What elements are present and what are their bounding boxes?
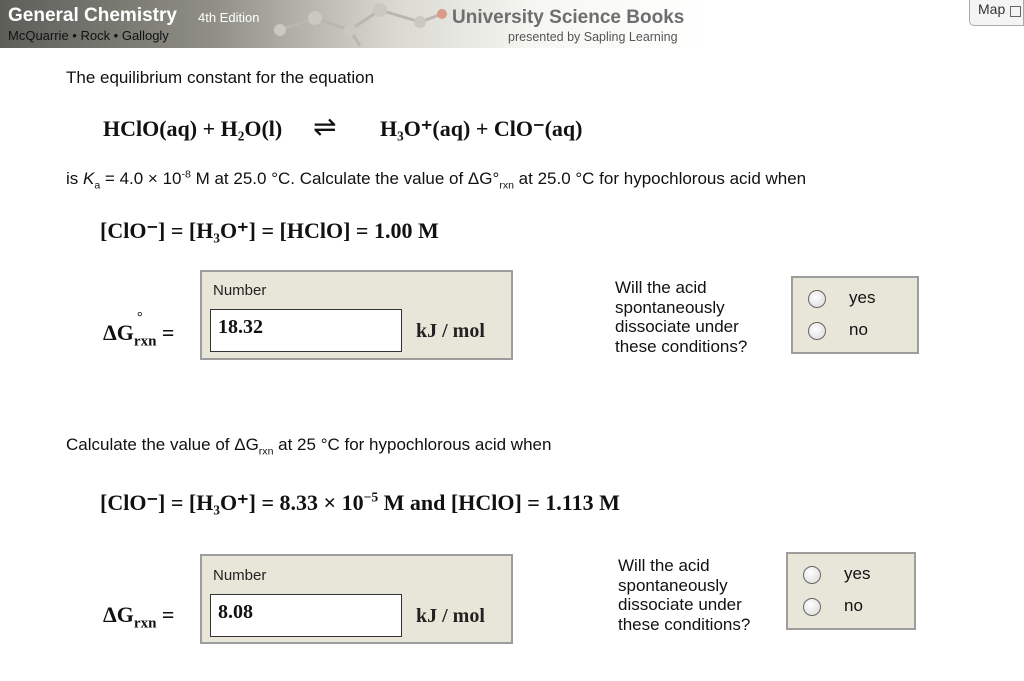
part2-radio-yes[interactable]	[803, 566, 821, 584]
part1-answer-panel	[200, 270, 513, 360]
equation-left: HClO(aq) + H₂O(l)	[103, 116, 283, 141]
part1-radio-yes[interactable]	[808, 290, 826, 308]
book-title: General Chemistry	[8, 5, 177, 26]
part1-answer-input[interactable]: 18.32	[210, 309, 402, 352]
equilibrium-arrow-icon: ⇌	[313, 110, 337, 143]
ka-line: is $K_a = 4.0 \times 10^{-8}$ M at 25.0 °C. Calculate the value of $\Delta G^\circ_{rxn}$ at 25.0 °C for hypochlorous acid when	[66, 168, 807, 192]
book-edition: 4th Edition	[198, 10, 260, 25]
part2-answer-panel	[200, 554, 513, 644]
part1-units: kJ / mol	[416, 320, 485, 342]
map-button[interactable]	[969, 0, 1024, 26]
part1-radio-yes-label[interactable]: yes	[849, 288, 876, 307]
part2-radio-no-label[interactable]: no	[844, 596, 863, 615]
part1-number-label: Number	[213, 282, 267, 299]
molecule-graphic	[270, 0, 450, 48]
intro-text: The equilibrium constant for the equation	[66, 68, 375, 87]
part2-dg-label: $\Delta G_{rxn}$ =	[103, 602, 175, 632]
book-authors: McQuarrie • Rock • Gallogly	[8, 28, 169, 43]
part2-question: Will the acid spontaneously dissociate under these conditions?	[618, 556, 751, 634]
part2-radio-group	[786, 552, 916, 630]
part1-question: Will the acid spontaneously dissociate under these conditions?	[615, 278, 748, 356]
part2-answer-input[interactable]: 8.08	[210, 594, 402, 637]
part1-dg-label: $\Delta G_{rxn}$ ° =	[103, 310, 175, 350]
part2-radio-yes-label[interactable]: yes	[844, 564, 871, 583]
part1-condition: [ClO⁻] = [H₃O⁺] = [HClO] = 1.00 M	[100, 218, 439, 243]
part1-radio-no[interactable]	[808, 322, 826, 340]
presented-by: presented by Sapling Learning	[508, 30, 678, 44]
part2-radio-no[interactable]	[803, 598, 821, 616]
equation-right: H₃O⁺(aq) + ClO⁻(aq)	[380, 116, 583, 141]
map-button-label: Map	[978, 1, 1006, 17]
external-link-icon	[1010, 6, 1021, 17]
publisher-name: University Science Books	[452, 7, 685, 28]
calc2-text: Calculate the value of $\Delta G_{rxn}$ at 25 °C for hypochlorous acid when	[66, 435, 552, 458]
part2-number-label: Number	[213, 567, 267, 584]
part2-units: kJ / mol	[416, 605, 485, 627]
part2-condition: $[ClO^-] = [H_3O^+] = 8.33 \times 10^{-5}$ M and [HClO] = 1.113 M	[100, 489, 620, 515]
part1-radio-group	[791, 276, 919, 354]
part1-radio-no-label[interactable]: no	[849, 320, 868, 339]
